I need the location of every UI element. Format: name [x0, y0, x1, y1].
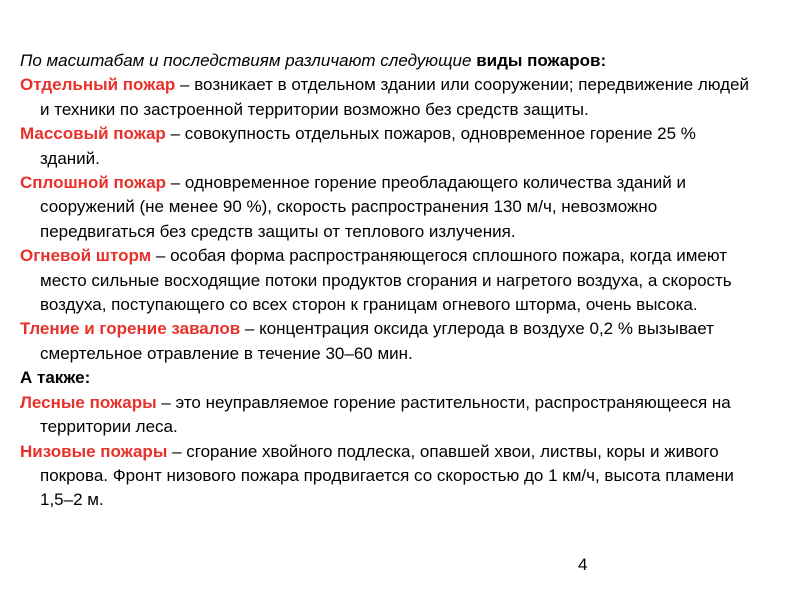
intro-italic-text: По масштабам и последствиям различают следующие: [20, 51, 477, 70]
also-label: А также:: [20, 368, 91, 388]
definition-term: Сплошной пожар: [20, 173, 167, 193]
page-number: 4: [578, 555, 588, 574]
intro-paragraph: [20, 49, 760, 73]
definition-text: – концентрация оксида углерода в воздухе 0,2 % вызывает смертельное отравление в течение 30–60 мин.: [40, 319, 714, 363]
definition-term: Огневой шторм: [20, 246, 152, 266]
definition-text: – это неуправляемое горение растительности, распространяющееся на территории леса.: [40, 392, 731, 437]
definition-text: – возникает в отдельном здании или сооружении; передвижение людей и техники по застроенной территории возможно без средств защиты.: [40, 75, 749, 119]
definition-term: Массовый пожар: [20, 124, 166, 144]
definition-text: – особая форма распространяющегося сплошного пожара, когда имеют место сильные восходящие потоки продуктов сгорания и нагретого воздуха, а скорость воздуха, поступающего со всех сторон к границам огневого шторма, очень высока.: [40, 246, 732, 315]
intro-bold-text: виды пожаров:: [476, 51, 607, 70]
definition-text: – одновременное горение преобладающего количества зданий и сооружений (не менее 90 %), скорость распространения 130 м/ч, невозможно передвигаться без средств защиты от теплового излучения.: [40, 173, 686, 241]
definition-text: – совокупность отдельных пожаров, одновременное горение 25 % зданий.: [40, 124, 696, 168]
definition-term: Тление и горение завалов: [20, 319, 241, 339]
definition-term: Низовые пожары: [20, 441, 168, 461]
definition-item: [20, 440, 760, 513]
definition-text: – сгорание хвойного подлеска, опавшей хвои, листвы, коры и живого покрова. Фронт низового пожара продвигается со скоростью до 1 км/ч, высота пламени 1,5–2 м.: [40, 441, 734, 510]
slide-content: [20, 49, 760, 513]
definition-item: [20, 122, 760, 171]
definition-item: [20, 73, 760, 122]
definition-item: [20, 171, 760, 244]
definition-term: Отдельный пожар: [20, 75, 176, 95]
definition-term: Лесные пожары: [20, 392, 157, 412]
definition-item: [20, 317, 760, 366]
definition-item: [20, 391, 760, 440]
definition-item: [20, 244, 760, 317]
